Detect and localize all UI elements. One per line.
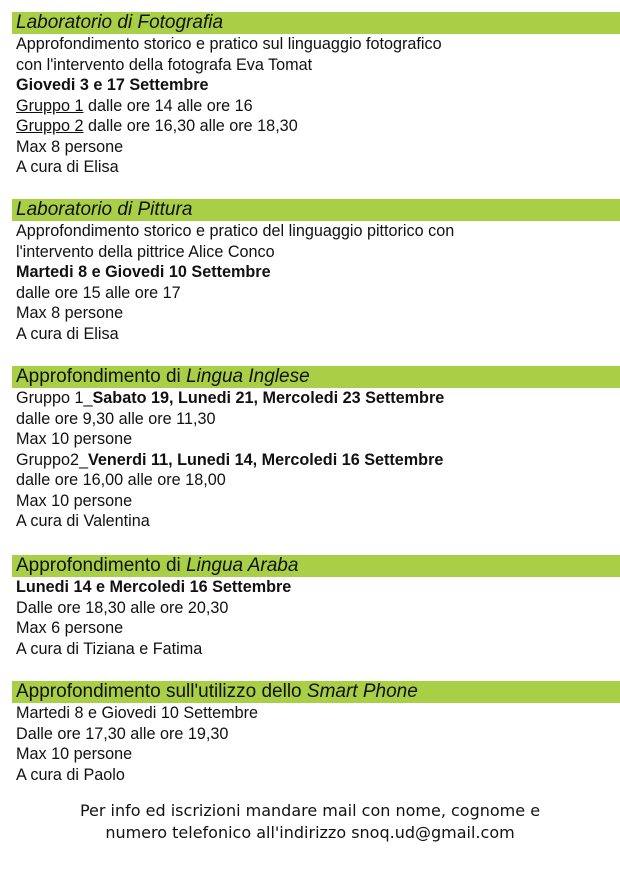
group-1-label: Gruppo 1 <box>16 96 84 115</box>
group-2-max: Max 10 persone <box>16 491 133 510</box>
group-2-days: Venerdi 11, Lunedi 14, Mercoledi 16 Settembre <box>88 450 444 469</box>
max-participants: Max 6 persone <box>16 619 124 637</box>
group-2-schedule <box>16 116 620 137</box>
section-header-pittura <box>12 199 620 221</box>
footer-info <box>0 800 620 844</box>
time: Dalle ore 18,30 alle ore 20,30 <box>16 598 229 617</box>
curator: A cura di Tiziana e Fatima <box>16 639 203 658</box>
group-1-max: Max 10 persone <box>16 430 133 448</box>
dates: Martedi 8 e Giovedi 10 Settembre <box>16 263 271 281</box>
group-2-time: dalle ore 16,30 alle ore 18,30 <box>83 117 298 135</box>
group-2-label: Gruppo 2 <box>16 117 84 135</box>
section-header-araba <box>12 555 620 577</box>
section-header-fotografia <box>12 12 620 34</box>
time: Dalle ore 17,30 alle ore 19,30 <box>16 724 229 743</box>
group-1-label: Gruppo 1_ <box>16 389 93 407</box>
group-2-label: Gruppo2_ <box>16 450 88 469</box>
group-1-time: dalle ore 14 alle ore 16 <box>83 96 253 115</box>
max-participants: Max 8 persone <box>16 304 124 322</box>
curator: A cura di Elisa <box>16 158 119 176</box>
curator: A cura di Elisa <box>16 324 119 343</box>
section-inglese <box>0 366 620 532</box>
section-fotografia <box>0 12 620 178</box>
description-line: Approfondimento storico e pratico sul linguaggio fotografico <box>16 35 442 53</box>
group-1-dates <box>16 388 620 409</box>
description-line: l'intervento della pittrice Alice Conco <box>16 242 275 261</box>
section-header-inglese <box>12 366 620 388</box>
curator: A cura di Paolo <box>16 765 125 784</box>
group-2-time: dalle ore 16,00 alle ore 18,00 <box>16 471 226 489</box>
description-line: con l'intervento della fotografa Eva Tomat <box>16 55 313 74</box>
dates: Giovedi 3 e 17 Settembre <box>16 76 209 94</box>
group-1-days: Sabato 19, Lunedi 21, Mercoledi 23 Settembre <box>92 389 445 407</box>
section-header-smartphone <box>12 681 620 703</box>
time: dalle ore 15 alle ore 17 <box>16 283 181 302</box>
footer-line: Per info ed iscrizioni mandare mail con nome, cognome e <box>79 801 541 820</box>
section-title-italic: Smart Phone <box>306 681 418 702</box>
section-pittura <box>0 199 620 344</box>
section-title-prefix: Approfondimento di <box>16 366 187 387</box>
section-araba <box>0 555 620 659</box>
max-participants: Max 10 persone <box>16 745 133 763</box>
section-title-prefix: Approfondimento sull'utilizzo dello <box>16 681 307 702</box>
section-title-italic: Lingua Inglese <box>186 366 310 387</box>
section-title-italic: Lingua Araba <box>186 555 299 576</box>
dates: Martedi 8 e Giovedi 10 Settembre <box>16 704 259 722</box>
curator: A cura di Valentina <box>16 512 150 530</box>
section-title-prefix: Approfondimento di <box>16 555 187 576</box>
section-smartphone <box>0 681 620 785</box>
description-line: Approfondimento storico e pratico del linguaggio pittorico con <box>16 222 455 240</box>
group-2-dates <box>16 450 620 471</box>
group-1-schedule <box>16 96 620 117</box>
section-title: Laboratorio di Pittura <box>16 199 193 220</box>
group-1-time: dalle ore 9,30 alle ore 11,30 <box>16 409 216 428</box>
footer-line: numero telefonico all'indirizzo snoq.ud@gmail.com <box>105 823 515 842</box>
dates: Lunedi 14 e Mercoledi 16 Settembre <box>16 578 292 596</box>
section-title: Laboratorio di Fotografia <box>16 12 224 33</box>
max-participants: Max 8 persone <box>16 137 124 156</box>
